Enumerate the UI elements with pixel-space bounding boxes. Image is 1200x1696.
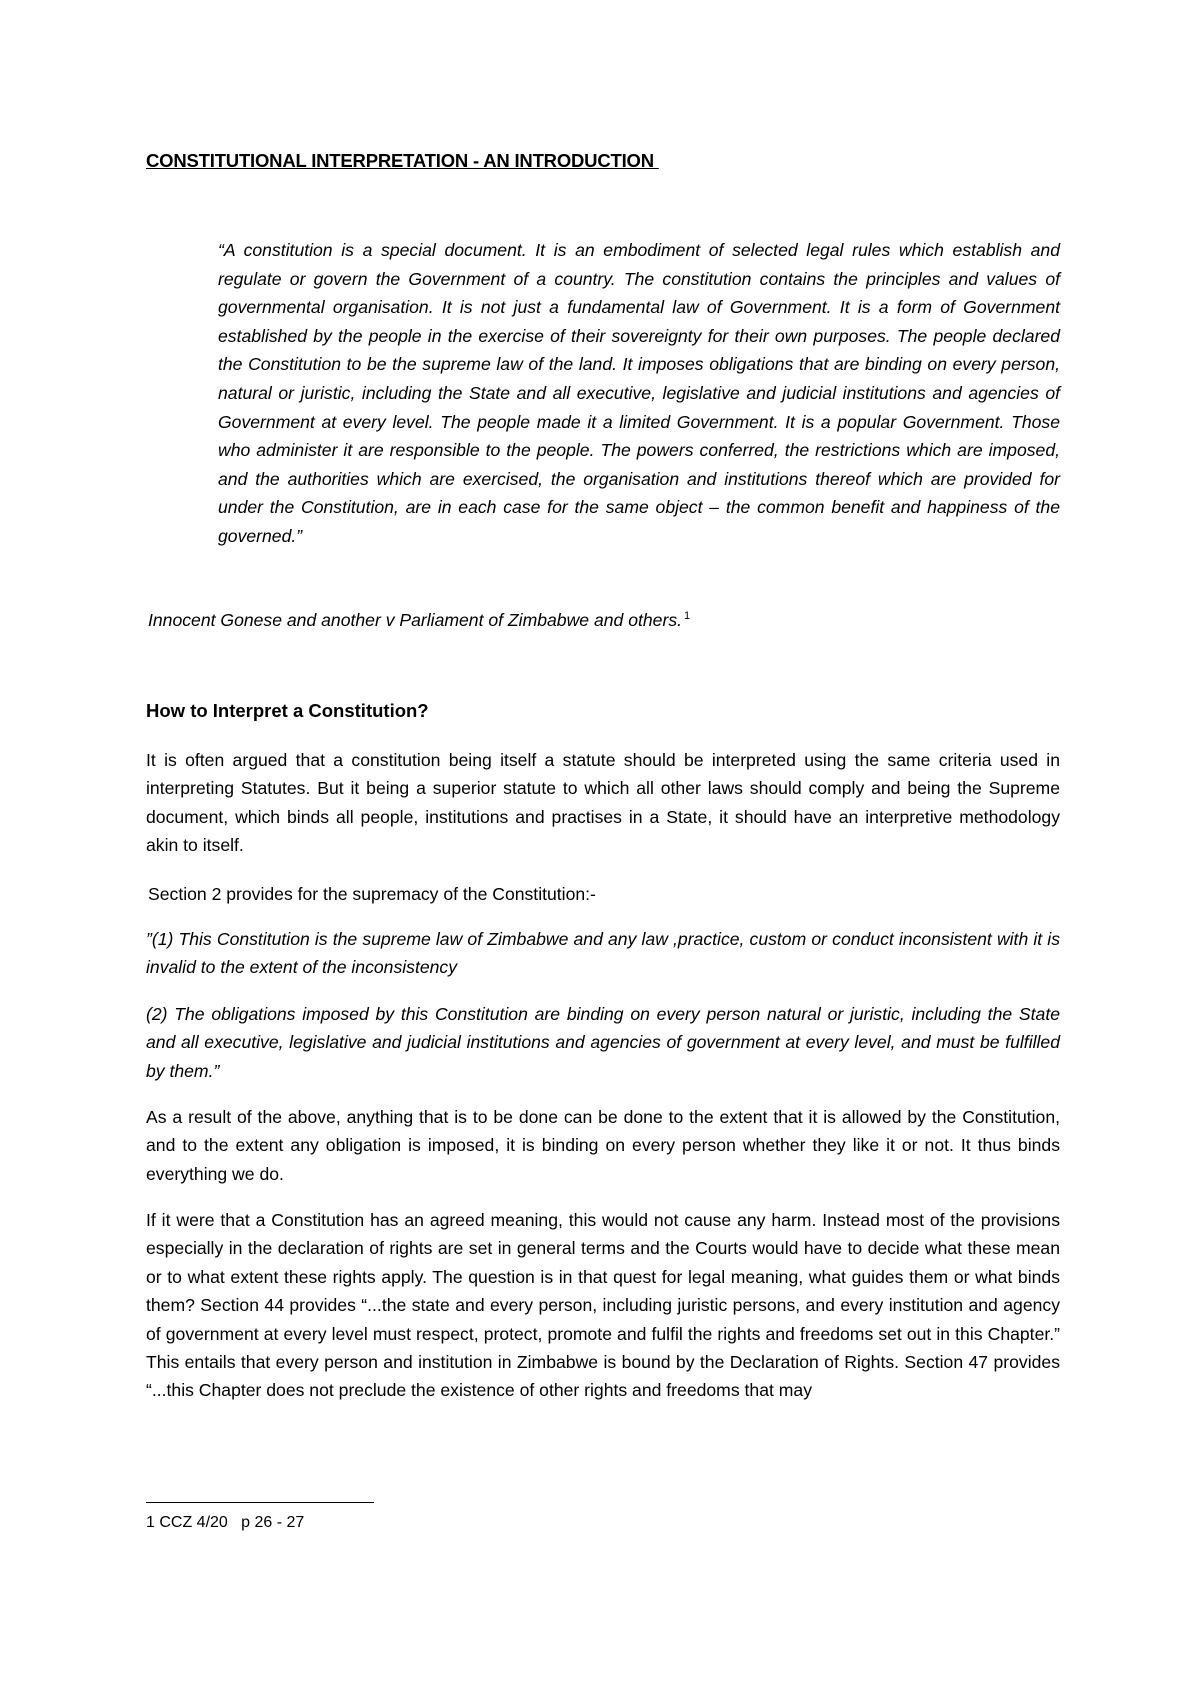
document-title: CONSTITUTIONAL INTERPRETATION - AN INTRODUCTION bbox=[146, 150, 659, 171]
body-paragraph: It is often argued that a constitution being itself a statute should be interpreted using the same criteria used in interpreting Statutes. But it being a superior statute to which all other laws should comply and being the Supreme document, which binds all people, institutions and practises in a State, it should have an interpretive methodology akin to itself. bbox=[146, 750, 1060, 856]
case-citation-text: Innocent Gonese and another v Parliament of Zimbabwe and others. bbox=[148, 610, 682, 630]
body-paragraph: If it were that a Constitution has an agreed meaning, this would not cause any harm. Instead most of the provisions especially in the declaration of rights are set in general terms and the Courts would have to decide what these mean or to what extent these rights apply. The question is in that quest for legal meaning, what guides them or what binds them? Section 44 provides “...the state and every person, including juristic persons, and every institution and agency of government at every level must respect, protect, promote and fulfil the rights and freedoms set out in this Chapter.” This entails that every person and institution in Zimbabwe is bound by the Declaration of Rights. Section 47 provides “...this Chapter does not preclude the existence of other rights and freedoms that may bbox=[146, 1210, 1060, 1401]
constitution-quote-paragraph: (2) The obligations imposed by this Constitution are binding on every person natural or juristic, including the State and all executive, legislative and judicial institutions and agencies of government at every level, and must be fulfilled by them.” bbox=[146, 1004, 1060, 1081]
body-paragraph: As a result of the above, anything that is to be done can be done to the extent that it is allowed by the Constitution, and to the extent any obligation is imposed, it is binding on every person whether they like it or not. It thus binds everything we do. bbox=[146, 1107, 1060, 1184]
footnote: 1 CCZ 4/20 p 26 - 27 bbox=[146, 1514, 305, 1531]
constitution-quote-paragraph: ”(1) This Constitution is the supreme law of Zimbabwe and any law ,practice, custom or conduct inconsistent with it is invalid to the extent of the inconsistency bbox=[146, 929, 1060, 978]
section-heading: How to Interpret a Constitution? bbox=[146, 700, 429, 721]
footnote-divider bbox=[146, 1502, 374, 1503]
footnote-reference[interactable]: 1 bbox=[684, 610, 691, 623]
block-quote: “A constitution is a special document. It is an embodiment of selected legal rules which establish and regulate or govern the Government of a country. The constitution contains the principles and values of governmental organisation. It is not just a fundamental law of Government. It is a form of Government established by the people in the exercise of their sovereignty for their own purposes. The people declared the Constitution to be the supreme law of the land. It imposes obligations that are binding on every person, natural or juristic, including the State and all executive, legislative and judicial institutions and agencies of Government at every level. The people made it a limited Government. It is a popular Government. Those who administer it are responsible to the people. The powers conferred, the restrictions which are imposed, and the authorities which are exercised, the organisation and institutions thereof which are provided for under the Constitution, are in each case for the same object – the common benefit and happiness of the governed.” bbox=[218, 240, 1060, 546]
case-citation bbox=[148, 610, 690, 631]
body-paragraph: Section 2 provides for the supremacy of the Constitution:- bbox=[148, 884, 596, 904]
